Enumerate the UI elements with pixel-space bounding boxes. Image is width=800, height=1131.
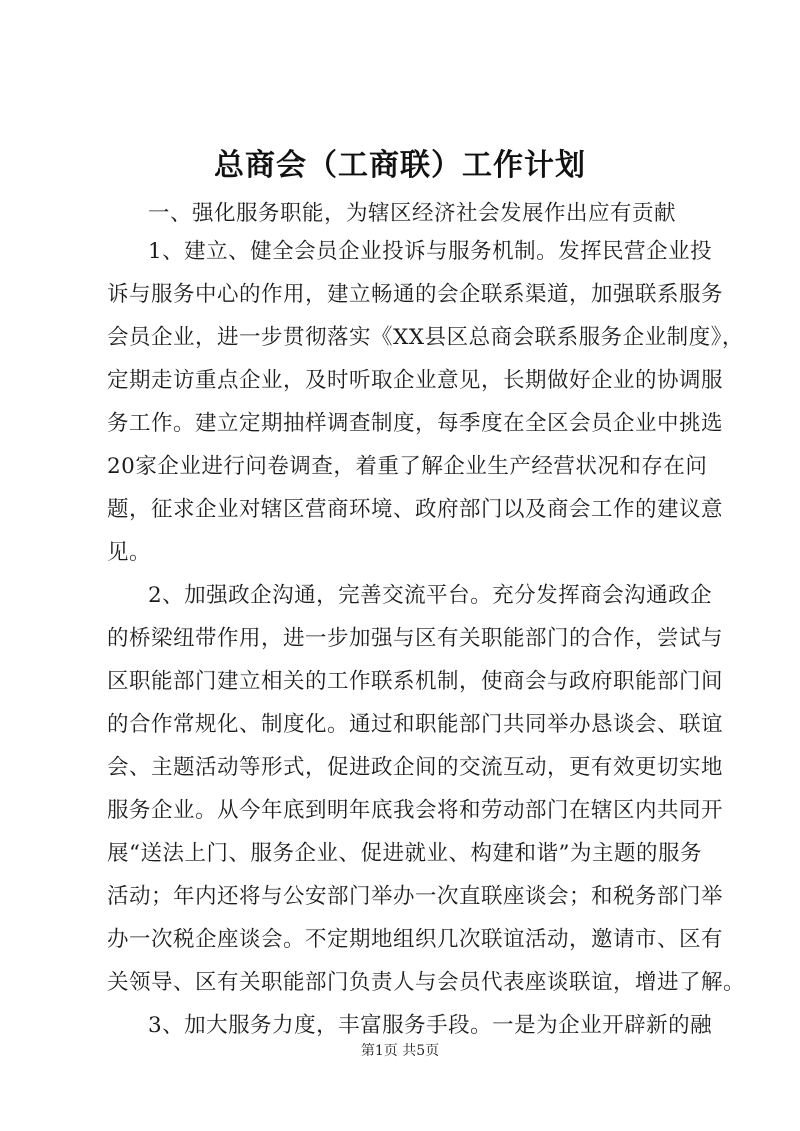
body-text-line: 关领导、区有关职能部门负责人与会员代表座谈联谊，增进了解。	[107, 970, 746, 995]
body-text-line: 务工作。建立定期抽样调查制度，每季度在全区会员企业中挑选	[107, 411, 724, 436]
body-text-line: 见。	[107, 540, 152, 565]
body-text-line: 区职能部门建立相关的工作联系机制，使商会与政府职能部门间	[107, 669, 724, 694]
body-text-line: 定期走访重点企业，及时听取企业意见，长期做好企业的协调服	[107, 368, 724, 393]
document-title: 总商会（工商联）工作计划	[214, 148, 586, 183]
body-text-line: 1、建立、健全会员企业投诉与服务机制。发挥民营企业投	[148, 239, 713, 264]
body-text-line: 题，征求企业对辖区营商环境、政府部门以及商会工作的建议意	[107, 497, 724, 522]
body-text-line: 会、主题活动等形式，促进政企间的交流互动，更有效更切实地	[107, 755, 724, 780]
section-heading: 一、强化服务职能，为辖区经济社会发展作出应有贡献	[148, 201, 677, 226]
page-footer: 第1页 共5页	[360, 1043, 440, 1059]
body-text-line: 的桥梁纽带作用，进一步加强与区有关职能部门的合作，尝试与	[107, 626, 724, 651]
body-text-line: 20家企业进行问卷调查，着重了解企业生产经营状况和存在问	[107, 454, 708, 479]
body-text-line: 2、加强政企沟通，完善交流平台。充分发挥商会沟通政企	[148, 583, 713, 608]
body-text-line: 3、加大服务力度，丰富服务手段。一是为企业开辟新的融	[148, 1013, 713, 1038]
body-text-line: 的合作常规化、制度化。通过和职能部门共同举办恳谈会、联谊	[107, 712, 724, 737]
body-text-line: 会员企业，进一步贯彻落实《XX县区总商会联系服务企业制度》，	[107, 325, 744, 350]
body-text-line: 展“送法上门、服务企业、促进就业、构建和谐”为主题的服务	[107, 841, 702, 866]
body-text-line: 服务企业。从今年底到明年底我会将和劳动部门在辖区内共同开	[107, 798, 724, 823]
body-text-line: 诉与服务中心的作用，建立畅通的会企联系渠道，加强联系服务	[107, 282, 724, 307]
body-text-line: 活动；年内还将与公安部门举办一次直联座谈会；和税务部门举	[107, 884, 724, 909]
body-text-line: 办一次税企座谈会。不定期地组织几次联谊活动，邀请市、区有	[107, 927, 724, 952]
